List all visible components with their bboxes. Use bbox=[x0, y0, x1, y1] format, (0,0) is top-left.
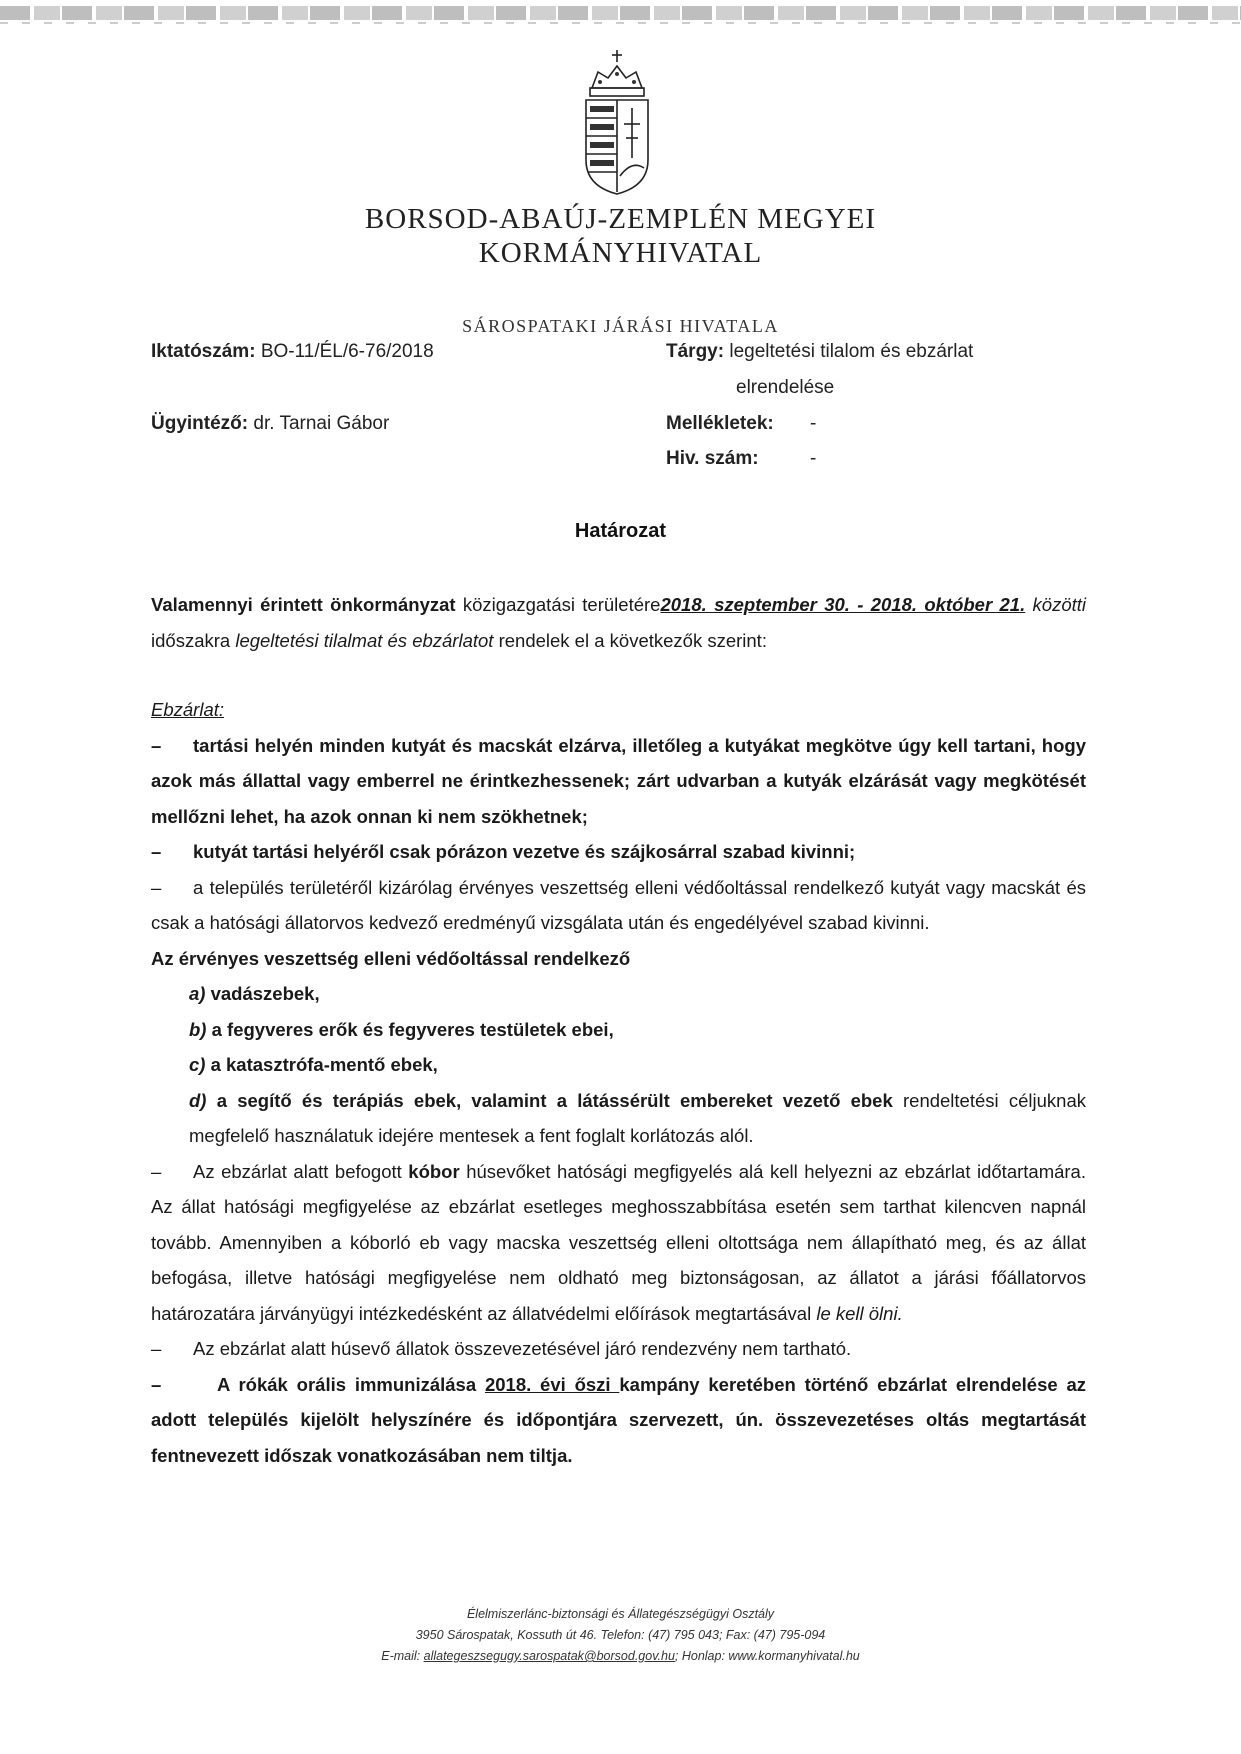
ebzarlat-item-4-text-a: Az ebzárlat alatt befogott bbox=[193, 1160, 409, 1182]
footer-web-link[interactable]: www.kormanyhivatal.hu bbox=[728, 1649, 860, 1663]
exempt-letter-d: d) bbox=[189, 1089, 207, 1111]
mellekletek-label: Mellékletek: bbox=[666, 413, 774, 434]
ebzarlat-item-3 bbox=[151, 870, 1086, 941]
exempt-text-b: a fegyveres erők és fegyveres testületek ebei, bbox=[206, 1018, 614, 1040]
ebzarlat-item-1 bbox=[151, 728, 1086, 835]
intro-date-range: 2018. szeptember 30. - 2018. október 21. bbox=[660, 594, 1026, 615]
targy-value-1: legeltetési tilalom és ebzárlat bbox=[729, 341, 974, 362]
dash-bullet: – bbox=[151, 1373, 162, 1395]
dash-bullet: – bbox=[151, 841, 162, 862]
targy-label: Tárgy: bbox=[666, 341, 725, 362]
exempt-intro: Az érvényes veszettség elleni védőoltással rendelkező bbox=[151, 947, 631, 969]
exempt-text-a: vadászebek, bbox=[205, 983, 320, 1004]
department-name: SÁROSPATAKI JÁRÁSI HIVATALA bbox=[462, 316, 779, 336]
footer-department: Élelmiszerlánc-biztonsági és Állategészségügyi Osztály bbox=[466, 1607, 775, 1621]
ugyintezo-row bbox=[151, 413, 389, 435]
ebzarlat-item-3-text: a település területéről kizárólag érvényes veszettség elleni védőoltással rendelkező kutyát vagy macskát és csak a hatósági állatorvos kedvező eredményű vizsgálata után és engedélyével szabad kivinni. bbox=[151, 876, 1086, 933]
ebzarlat-item-2-text: kutyát tartási helyéről csak pórázon vezetve és szájkosárral szabad kivinni; bbox=[193, 841, 856, 862]
exempt-letter-a: a) bbox=[189, 983, 206, 1004]
exempt-letter-b: b) bbox=[189, 1018, 207, 1040]
ebzarlat-heading: Ebzárlat: bbox=[151, 699, 225, 720]
targy-value-2: elrendelése bbox=[736, 377, 835, 398]
hivszam-label: Hiv. szám: bbox=[666, 448, 759, 469]
ebzarlat-item-4-text-b: húsevőket hatósági megfigyelés alá kell helyezni az ebzárlat időtartamára. Az állat hatósági megfigyelése az ebzárlat esetleges meghosszabbítása esetén sem tarthat kilencven napnál tovább. Amennyiben a kóborló eb vagy macska veszettség elleni oltottsága nem állapítható meg, és az állat befogása, illetve hatósági megfigyelése nem oldható meg biztonságosan, az állatot a járási főállatorvos határozatára járványügyi intézkedésként az állatvédelmi előírások megtartásával bbox=[151, 1160, 1086, 1324]
intro-text-1: közigazgatási területére bbox=[455, 594, 661, 615]
targy-row bbox=[666, 341, 973, 363]
exempt-text-d-rest: rendeltetési céljuknak megfelelő használatuk idejére mentesek a fent foglalt korlátozás alól. bbox=[189, 1089, 1086, 1146]
intro-text-4: rendelek el a következők szerint: bbox=[493, 629, 767, 651]
exempt-item-c bbox=[151, 1047, 1086, 1083]
scan-edge-marks-2 bbox=[0, 22, 1241, 24]
exempt-item-d bbox=[151, 1083, 1086, 1154]
ebzarlat-item-6-text-b: kampány keretében történő ebzárlat elrendelése az adott település kijelölt helyszínére és időpontjára szervezett, ún. összevezetéses oltás megtartását fentnevezett időszak vonatkozásában nem tiltja. bbox=[151, 1373, 1086, 1466]
ebzarlat-item-4-bold: kóbor bbox=[408, 1160, 460, 1182]
ebzarlat-item-1-text: tartási helyén minden kutyát és macskát elzárva, illetőleg a kutyákat megkötve úgy kell tartani, hogy azok más állattal vagy emberrel ne érintkezhessenek; zárt udvarban a kutyák elzárását vagy megkötését mellőzni lehet, ha azok onnan ki nem szökhetnek; bbox=[151, 734, 1086, 827]
dash-bullet: – bbox=[151, 734, 162, 756]
iktatoszam-value: BO-11/ÉL/6-76/2018 bbox=[260, 341, 434, 362]
exempt-text-d-bold: a segítő és terápiás ebek, valamint a látássérült embereket vezető ebek bbox=[206, 1089, 893, 1111]
ebzarlat-item-6-text-a: A rókák orális immunizálása bbox=[217, 1373, 485, 1395]
footer-email-link[interactable]: allategeszsegugy.sarospatak@borsod.gov.hu bbox=[423, 1649, 675, 1663]
dash-bullet: – bbox=[151, 1160, 162, 1182]
ebzarlat-item-5 bbox=[151, 1331, 1086, 1367]
intro-measures: legeltetési tilalmat és ebzárlatot bbox=[235, 629, 494, 651]
ugyintezo-value: dr. Tarnai Gábor bbox=[253, 413, 390, 434]
ebzarlat-item-4-italic: le kell ölni. bbox=[816, 1302, 903, 1324]
intro-subject: Valamennyi érintett önkormányzat bbox=[151, 594, 456, 615]
office-name-line2: KORMÁNYHIVATAL bbox=[478, 237, 763, 269]
ebzarlat-item-2 bbox=[151, 834, 1086, 870]
footer-address: 3950 Sárospatak, Kossuth út 46. Telefon: (47) 795 043; Fax: (47) 795-094 bbox=[415, 1628, 826, 1642]
mellekletek-row bbox=[666, 413, 774, 435]
intro-paragraph bbox=[151, 587, 1086, 658]
document-title: Határozat bbox=[574, 520, 667, 542]
hivszam-value: - bbox=[810, 448, 817, 469]
ebzarlat-item-6 bbox=[151, 1367, 1086, 1474]
iktatoszam-row bbox=[151, 341, 434, 363]
ebzarlat-item-4 bbox=[151, 1154, 1086, 1332]
footer-contact bbox=[0, 1646, 1241, 1667]
exempt-item-a bbox=[151, 976, 1086, 1012]
intro-text-3: időszakra bbox=[151, 629, 236, 651]
exempt-item-b bbox=[151, 1012, 1086, 1048]
iktatoszam-label: Iktatószám: bbox=[151, 341, 256, 362]
mellekletek-value: - bbox=[810, 413, 817, 434]
dash-bullet: – bbox=[151, 876, 162, 898]
hungarian-coat-of-arms-icon bbox=[578, 48, 656, 198]
ebzarlat-section bbox=[151, 692, 1086, 1473]
ugyintezo-label: Ügyintéző: bbox=[151, 413, 249, 434]
ebzarlat-item-5-text: Az ebzárlat alatt húsevő állatok összevezetésével járó rendezvény nem tartható. bbox=[193, 1338, 852, 1359]
office-name-line1: BORSOD-ABAÚJ-ZEMPLÉN MEGYEI bbox=[364, 203, 877, 235]
scan-edge-marks bbox=[0, 6, 1241, 20]
exempt-letter-c: c) bbox=[189, 1054, 206, 1075]
ebzarlat-item-6-underlined: 2018. évi őszi bbox=[484, 1373, 620, 1395]
footer-email-label: E-mail: bbox=[381, 1649, 424, 1663]
intro-text-2: közötti bbox=[1025, 594, 1087, 615]
footer-web-label: ; Honlap: bbox=[674, 1649, 729, 1663]
dash-bullet: – bbox=[151, 1338, 162, 1359]
hivszam-row bbox=[666, 448, 759, 470]
page-footer bbox=[0, 1604, 1241, 1667]
exempt-text-c: a katasztrófa-mentő ebek, bbox=[205, 1054, 438, 1075]
